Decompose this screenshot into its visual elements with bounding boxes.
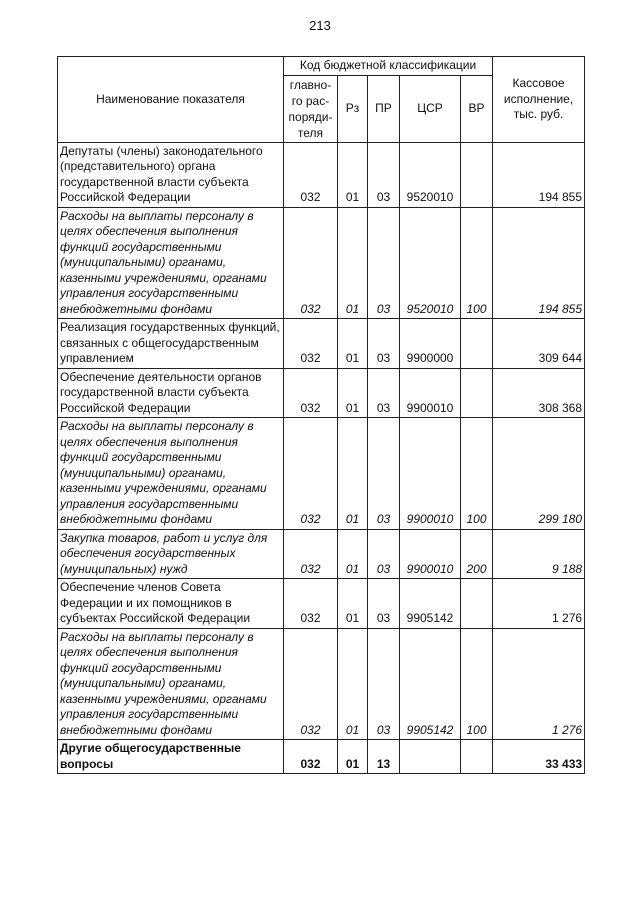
cell-csr: 9900010 — [400, 418, 461, 530]
cell-vr — [461, 142, 493, 207]
cell-amount: 194 855 — [493, 207, 585, 319]
cell-name: Расходы на выплаты персоналу в целях обеспечения выполнения функций государственными (муниципальными) органами, казенными учреждениями, органами управления государственными внебюджетными фондами — [58, 418, 284, 530]
table-row — [58, 319, 585, 369]
table-row — [58, 628, 585, 740]
cell-grbs: 032 — [284, 418, 338, 530]
cell-amount: 309 644 — [493, 319, 585, 369]
cell-vr: 100 — [461, 628, 493, 740]
table-row — [58, 368, 585, 418]
cell-grbs: 032 — [284, 740, 338, 774]
cell-name: Обеспечение членов Совета Федерации и их помощников в субъектах Российской Федерации — [58, 579, 284, 629]
cell-csr: 9900000 — [400, 319, 461, 369]
cell-pr: 03 — [368, 142, 400, 207]
cell-grbs: 032 — [284, 142, 338, 207]
cell-name: Расходы на выплаты персоналу в целях обеспечения выполнения функций государственными (муниципальными) органами, казенными учреждениями, органами управления государственными внебюджетными фондами — [58, 628, 284, 740]
cell-name: Депутаты (члены) законодательного (представительного) органа государственной власти субъекта Российской Федерации — [58, 142, 284, 207]
page-number: 213 — [309, 18, 331, 33]
table-row — [58, 142, 585, 207]
cell-amount: 308 368 — [493, 368, 585, 418]
cell-rz: 01 — [338, 142, 368, 207]
cell-rz: 01 — [338, 418, 368, 530]
header-pr: ПР — [368, 75, 400, 142]
header-amount: Кассовое исполнение, тыс. руб. — [493, 57, 585, 143]
cell-pr: 03 — [368, 319, 400, 369]
cell-name: Расходы на выплаты персоналу в целях обеспечения выполнения функций государственными (муниципальными) органами, казенными учреждениями, органами управления государственными внебюджетными фондами — [58, 207, 284, 319]
cell-name: Обеспечение деятельности органов государственной власти субъекта Российской Федерации — [58, 368, 284, 418]
cell-csr: 9900010 — [400, 368, 461, 418]
cell-pr: 03 — [368, 529, 400, 579]
cell-vr — [461, 319, 493, 369]
budget-table — [57, 56, 585, 774]
cell-pr: 13 — [368, 740, 400, 774]
cell-pr: 03 — [368, 418, 400, 530]
cell-vr: 100 — [461, 418, 493, 530]
cell-name: Закупка товаров, работ и услуг для обеспечения государственных (муниципальных) нужд — [58, 529, 284, 579]
cell-vr: 100 — [461, 207, 493, 319]
cell-csr: 9905142 — [400, 628, 461, 740]
table-row — [58, 207, 585, 319]
cell-pr: 03 — [368, 579, 400, 629]
table-row — [58, 579, 585, 629]
cell-vr — [461, 579, 493, 629]
cell-csr: 9520010 — [400, 207, 461, 319]
cell-grbs: 032 — [284, 319, 338, 369]
cell-grbs: 032 — [284, 529, 338, 579]
cell-amount: 9 188 — [493, 529, 585, 579]
cell-rz: 01 — [338, 740, 368, 774]
header-grbs: главно-го рас-поряди-теля — [284, 75, 338, 142]
cell-amount: 1 276 — [493, 579, 585, 629]
cell-grbs: 032 — [284, 207, 338, 319]
table-row — [58, 529, 585, 579]
cell-vr: 200 — [461, 529, 493, 579]
table-row — [58, 418, 585, 530]
cell-pr: 03 — [368, 368, 400, 418]
table-row — [58, 740, 585, 774]
cell-rz: 01 — [338, 319, 368, 369]
cell-amount: 33 433 — [493, 740, 585, 774]
header-vr: ВР — [461, 75, 493, 142]
cell-csr: 9905142 — [400, 579, 461, 629]
cell-amount: 299 180 — [493, 418, 585, 530]
cell-csr: 9900010 — [400, 529, 461, 579]
header-code-group: Код бюджетной классификации — [284, 57, 493, 76]
cell-amount: 194 855 — [493, 142, 585, 207]
cell-name: Другие общегосударственные вопросы — [58, 740, 284, 774]
cell-grbs: 032 — [284, 368, 338, 418]
cell-rz: 01 — [338, 529, 368, 579]
table-body — [58, 142, 585, 774]
cell-csr — [400, 740, 461, 774]
cell-rz: 01 — [338, 207, 368, 319]
cell-rz: 01 — [338, 628, 368, 740]
cell-rz: 01 — [338, 579, 368, 629]
cell-csr: 9520010 — [400, 142, 461, 207]
header-name: Наименование показателя — [58, 57, 284, 143]
cell-vr — [461, 368, 493, 418]
header-rz: Рз — [338, 75, 368, 142]
cell-pr: 03 — [368, 628, 400, 740]
cell-rz: 01 — [338, 368, 368, 418]
cell-grbs: 032 — [284, 628, 338, 740]
cell-pr: 03 — [368, 207, 400, 319]
header-csr: ЦСР — [400, 75, 461, 142]
cell-vr — [461, 740, 493, 774]
cell-amount: 1 276 — [493, 628, 585, 740]
cell-name: Реализация государственных функций, связанных с общегосударственным управлением — [58, 319, 284, 369]
cell-grbs: 032 — [284, 579, 338, 629]
